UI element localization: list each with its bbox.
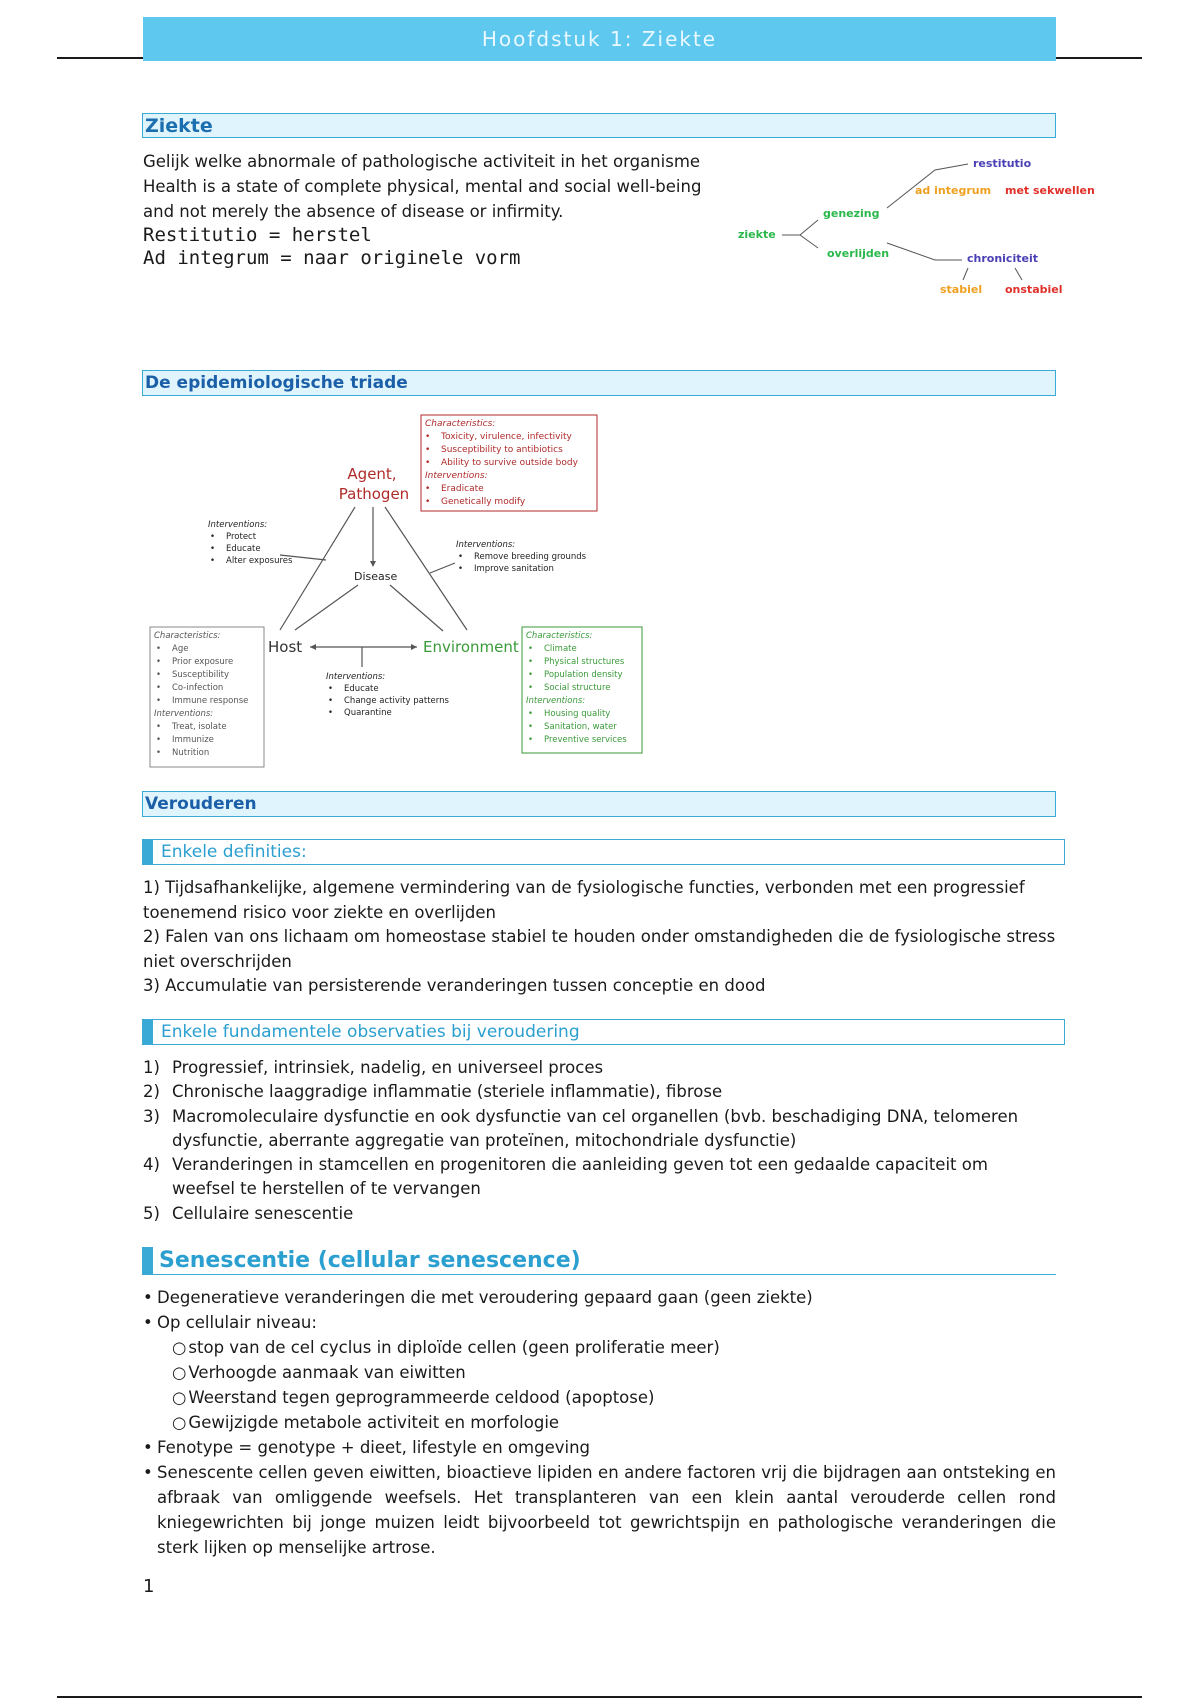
senescentie-title: Senescentie (cellular senescence) [159, 1248, 581, 1273]
definitie-line-3: 2) Falen van ons lichaam om homeostase stabiel te houden onder omstandigheden die de fysiologische stress [143, 927, 1056, 946]
restitutio-line: Restitutio = herstel [143, 224, 372, 246]
svg-text:•: • [156, 722, 162, 732]
he-int-1: Educate [344, 684, 379, 694]
diagram-genezing: genezing [823, 207, 880, 220]
env-char-label: Characteristics: [526, 631, 593, 641]
svg-text:•: • [425, 432, 431, 442]
svg-text:•: • [328, 708, 334, 718]
ziekte-line-1: Gelijk welke abnormale of pathologische activiteit in het organisme [143, 152, 701, 171]
section-ziekte-title: Ziekte [145, 114, 213, 137]
section-ziekte-heading [142, 113, 1056, 138]
definities-list [143, 876, 1063, 999]
diagram-stabiel: stabiel [940, 283, 983, 296]
env-int-label: Interventions: [526, 696, 586, 706]
ah-int-label: Interventions: [208, 520, 268, 530]
env-char-2: Physical structures [544, 657, 625, 667]
senescentie-sub-text: Weerstand tegen geprogrammeerde celdood (apoptose) [188, 1388, 655, 1407]
senescentie-item: • Degeneratieve veranderingen die met veroudering gepaard gaan (geen ziekte) [143, 1288, 813, 1307]
observatie-num: 3) [143, 1106, 160, 1126]
host-char-2: Prior exposure [172, 657, 234, 667]
host-char-5: Immune response [172, 696, 249, 706]
svg-text:•: • [458, 564, 464, 574]
agent-char-label: Characteristics: [425, 419, 496, 429]
svg-text:•: • [156, 696, 162, 706]
definitie-line-5: 3) Accumulatie van persisterende veranderingen tussen conceptie en dood [143, 976, 766, 995]
svg-text:•: • [528, 657, 534, 667]
ae-int-1: Remove breeding grounds [474, 552, 587, 562]
senescentie-item-text: Degeneratieve veranderingen die met veroudering gepaard gaan (geen ziekte) [157, 1288, 813, 1307]
senescentie-item-text: Op cellulair niveau: [157, 1313, 317, 1332]
senescentie-heading [142, 1247, 1056, 1275]
host-int-2: Immunize [172, 735, 214, 745]
definities-title: Enkele definities: [161, 842, 307, 862]
senescentie-item: • Senescente cellen geven eiwitten, bioactieve lipiden en andere factoren vrij die bijdragen aan ontsteking en afbraak van omliggende weefsels. Het transplanteren van een klein aantal verouderde cellen rond kniegewrichten bij jonge muizen leidt bijvoorbeeld tot gewrichtspijn en pathologische veranderingen die sterk lijken op menselijke artrose. [143, 1463, 1056, 1557]
agent-char-1: Toxicity, virulence, infectivity [441, 432, 572, 442]
agent-title-2: Pathogen [338, 485, 410, 503]
svg-text:•: • [528, 644, 534, 654]
diagram-chroniciteit: chroniciteit [967, 252, 1038, 265]
he-int-label: Interventions: [326, 672, 386, 682]
host-int-3: Nutrition [172, 748, 210, 758]
section-verouderen-heading [142, 791, 1056, 817]
observatie-text: Chronische laaggradige inflammatie (steriele inflammatie), fibrose [172, 1082, 723, 1102]
env-char-4: Social structure [544, 683, 611, 693]
observatie-item [143, 1202, 1048, 1226]
observatie-num: 2) [143, 1082, 160, 1102]
ah-int-2: Educate [226, 544, 261, 554]
ah-int-1: Protect [226, 532, 257, 542]
senescentie-sub-text: Gewijzigde metabole activiteit en morfologie [188, 1413, 560, 1432]
svg-text:•: • [528, 683, 534, 693]
definitie-line-1: 1) Tijdsafhankelijke, algemene vermindering van de fysiologische functies, verbonden met een progressief [143, 878, 1025, 897]
he-int-2: Change activity patterns [344, 696, 449, 706]
host-char-3: Susceptibility [172, 670, 230, 680]
svg-text:•: • [156, 657, 162, 667]
observatie-text: Macromoleculaire dysfunctie en ook dysfunctie van cel organellen (bvb. beschadiging DNA, telomeren dysfunctie, aberrante aggregatie van proteïnen, mitochondriale dysfunctie) [172, 1106, 1019, 1150]
senescentie-sub-item: ○ Weerstand tegen geprogrammeerde celdood (apoptose) [172, 1388, 655, 1407]
ae-int-label: Interventions: [456, 540, 516, 550]
definitie-line-4: niet overschrijden [143, 951, 292, 971]
svg-text:•: • [156, 683, 162, 693]
svg-text:•: • [210, 532, 216, 542]
observatie-num: 5) [143, 1203, 160, 1223]
observatie-text: Cellulaire senescentie [172, 1203, 354, 1223]
ae-int-2: Improve sanitation [474, 564, 554, 574]
senescentie-item: • Fenotype = genotype + dieet, lifestyle en omgeving [143, 1438, 591, 1457]
senescentie-sub-item: ○ Verhoogde aanmaak van eiwitten [172, 1363, 466, 1382]
svg-text:•: • [156, 670, 162, 680]
senescentie-last: Senescente cellen geven eiwitten, bioactieve lipiden en andere factoren vrij die bijdragen aan ontsteking en afbraak van omliggende weefsels. Het transplanteren van een klein aantal verouderde cellen rond kniegewrichten bij jonge muizen leidt bijvoorbeeld tot gewrichtspijn en pathologische veranderingen die sterk lijken op menselijke artrose. [157, 1463, 1056, 1557]
observaties-heading [142, 1019, 1065, 1045]
epidemiologic-triad-diagram [140, 405, 660, 770]
observatie-num: 4) [143, 1155, 160, 1175]
host-char-4: Co-infection [172, 683, 224, 693]
svg-text:•: • [425, 445, 431, 455]
svg-text:•: • [528, 709, 534, 719]
svg-text:•: • [328, 696, 334, 706]
observatie-item [143, 1153, 1048, 1202]
diagram-onstabiel: onstabiel [1005, 283, 1063, 296]
svg-text:•: • [528, 735, 534, 745]
env-char-1: Climate [544, 644, 577, 654]
ziekte-text [143, 149, 703, 270]
diagram-met-sekwellen: met sekwellen [1005, 184, 1095, 197]
definities-heading [142, 839, 1065, 865]
diagram-restitutio: restitutio [973, 157, 1032, 170]
host-int-1: Treat, isolate [172, 722, 227, 732]
svg-text:•: • [458, 552, 464, 562]
page-number: 1 [143, 1576, 155, 1597]
senescentie-sub-item: ○ Gewijzigde metabole activiteit en morfologie [172, 1413, 560, 1432]
observatie-text: Progressief, intrinsiek, nadelig, en universeel proces [172, 1058, 604, 1077]
observatie-item [143, 1080, 1048, 1104]
agent-int-1: Eradicate [441, 484, 484, 494]
observatie-num: 1) [143, 1058, 160, 1077]
diagram-ad-integrum: ad integrum [915, 184, 992, 197]
ad-integrum-line: Ad integrum = naar originele vorm [143, 247, 521, 269]
observatie-text: Veranderingen in stamcellen en progenitoren die aanleiding geven tot een gedaalde capaciteit om weefsel te herstellen of te vervangen [172, 1155, 988, 1199]
env-int-1: Housing quality [544, 709, 611, 719]
environment-label: Environment [423, 638, 519, 656]
observatie-item [143, 1105, 1048, 1154]
svg-text:•: • [425, 458, 431, 468]
ah-int-3: Alter exposures [226, 556, 293, 566]
agent-int-label: Interventions: [425, 471, 488, 481]
observatie-item [143, 1056, 1048, 1080]
host-char-label: Characteristics: [154, 631, 221, 641]
senescentie-fenotype: Fenotype = genotype + dieet, lifestyle en omgeving [157, 1438, 591, 1457]
env-char-3: Population density [544, 670, 623, 680]
agent-char-3: Ability to survive outside body [441, 458, 578, 468]
section-triade-heading [142, 370, 1056, 396]
diagram-overlijden: overlijden [827, 247, 890, 260]
svg-text:•: • [210, 556, 216, 566]
senescentie-sub-text: Verhoogde aanmaak van eiwitten [188, 1363, 466, 1382]
section-verouderen-title: Verouderen [145, 794, 257, 814]
diagram-ziekte: ziekte [738, 228, 776, 241]
svg-text:•: • [528, 722, 534, 732]
observaties-list [143, 1056, 1048, 1226]
agent-int-2: Genetically modify [441, 497, 526, 507]
host-label: Host [268, 638, 303, 656]
env-int-2: Sanitation, water [544, 722, 617, 732]
ziekte-outcome-diagram [730, 140, 1110, 310]
senescentie-sub-item: ○ stop van de cel cyclus in diploïde cellen (geen proliferatie meer) [172, 1338, 720, 1357]
ziekte-line-2: Health is a state of complete physical, mental and social well-being [143, 177, 702, 196]
agent-char-2: Susceptibility to antibiotics [441, 445, 563, 455]
svg-text:•: • [156, 748, 162, 758]
svg-text:•: • [210, 544, 216, 554]
senescentie-list [143, 1285, 1056, 1560]
host-int-label: Interventions: [154, 709, 214, 719]
svg-text:•: • [328, 684, 334, 694]
env-int-3: Preventive services [544, 735, 627, 745]
host-char-1: Age [172, 644, 189, 654]
svg-text:•: • [156, 644, 162, 654]
svg-text:•: • [156, 735, 162, 745]
chapter-banner: Hoofdstuk 1: Ziekte [143, 17, 1056, 61]
svg-text:•: • [528, 670, 534, 680]
footer-rule [57, 1696, 1142, 1698]
he-int-3: Quarantine [344, 708, 392, 718]
svg-text:•: • [425, 497, 431, 507]
observaties-title: Enkele fundamentele observaties bij veroudering [161, 1022, 580, 1042]
ziekte-line-3: and not merely the absence of disease or infirmity. [143, 202, 564, 221]
definitie-line-2: toenemend risico voor ziekte en overlijden [143, 902, 496, 922]
svg-text:•: • [425, 484, 431, 494]
disease-label: Disease [354, 570, 398, 583]
senescentie-sub-text: stop van de cel cyclus in diploïde cellen (geen proliferatie meer) [188, 1338, 720, 1357]
section-triade-title: De epidemiologische triade [145, 373, 408, 393]
agent-title-1: Agent, [347, 465, 397, 483]
senescentie-item: • Op cellulair niveau: [143, 1313, 317, 1332]
